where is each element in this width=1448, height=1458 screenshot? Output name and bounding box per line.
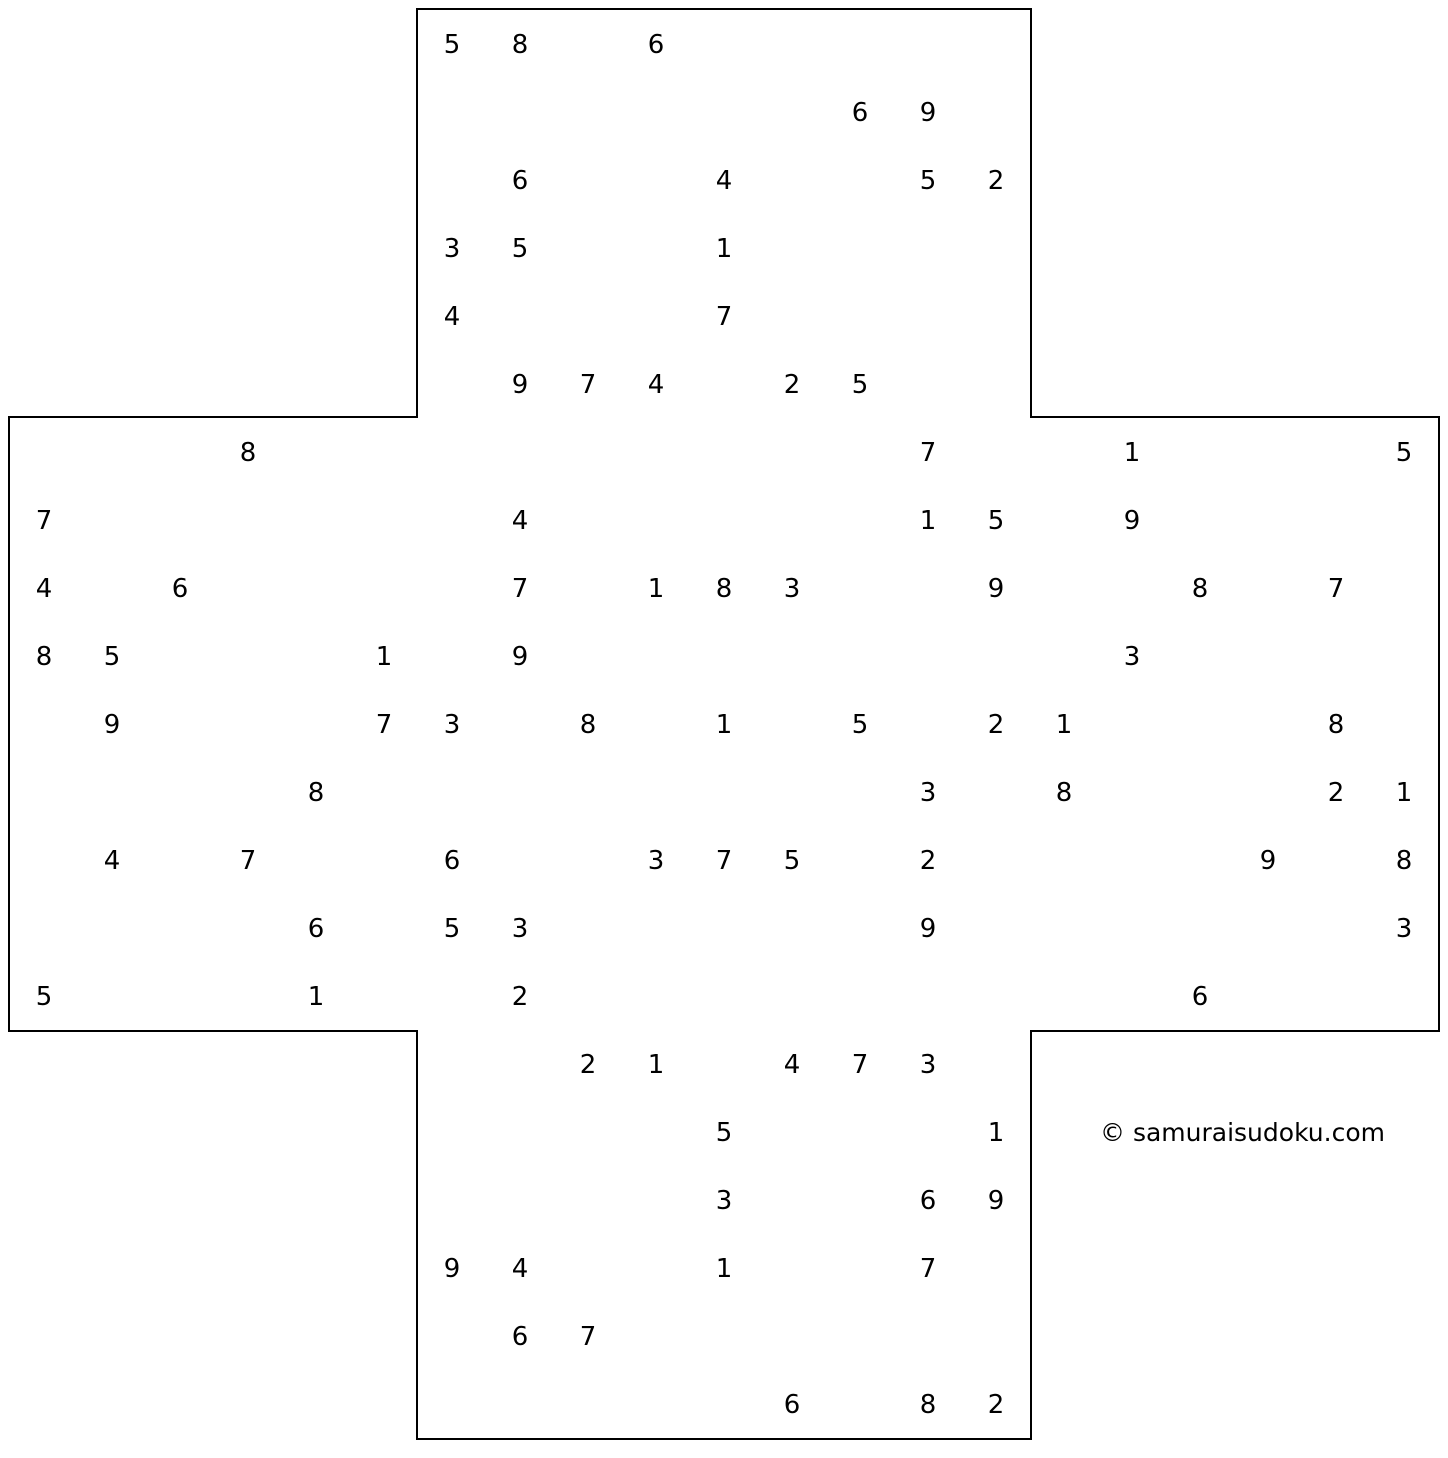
sudoku-cell[interactable] [894, 1302, 962, 1370]
sudoku-cell[interactable] [1098, 962, 1166, 1030]
given-digit: 5 [1395, 438, 1413, 468]
sudoku-cell[interactable] [962, 418, 1030, 486]
sudoku-cell[interactable] [418, 554, 486, 622]
given-digit: 7 [715, 302, 733, 332]
sudoku-cell[interactable] [1030, 554, 1098, 622]
sudoku-cell[interactable] [962, 962, 1030, 1030]
sudoku-cell[interactable] [554, 826, 622, 894]
sudoku-cell[interactable] [146, 622, 214, 690]
sudoku-cell[interactable] [758, 1098, 826, 1166]
given-digit: 4 [103, 846, 121, 876]
given-digit: 1 [715, 710, 733, 740]
sudoku-cell[interactable] [78, 554, 146, 622]
sudoku-cell[interactable] [146, 894, 214, 962]
sudoku-cell[interactable] [554, 78, 622, 146]
given-digit: 5 [35, 982, 53, 1012]
sudoku-cell[interactable] [282, 554, 350, 622]
sudoku-cell[interactable] [146, 418, 214, 486]
given-digit: 8 [239, 438, 257, 468]
sudoku-cell[interactable] [894, 282, 962, 350]
given-digit: 7 [851, 1050, 869, 1080]
given-digit: 1 [647, 574, 665, 604]
sudoku-cell[interactable] [690, 894, 758, 962]
sudoku-cell[interactable] [282, 826, 350, 894]
sudoku-cell[interactable] [758, 1302, 826, 1370]
sudoku-cell[interactable] [1098, 894, 1166, 962]
given-digit: 2 [987, 166, 1005, 196]
sudoku-cell[interactable] [418, 1370, 486, 1438]
sudoku-cell[interactable] [1166, 826, 1234, 894]
sudoku-cell[interactable] [962, 214, 1030, 282]
sudoku-cell[interactable] [1302, 486, 1370, 554]
given-digit: 8 [1191, 574, 1209, 604]
sudoku-cell[interactable] [486, 1166, 554, 1234]
sudoku-cell[interactable] [826, 1234, 894, 1302]
sudoku-cell[interactable] [622, 962, 690, 1030]
sudoku-cell[interactable] [962, 10, 1030, 78]
sudoku-cell[interactable] [894, 1098, 962, 1166]
given-digit: 8 [1327, 710, 1345, 740]
sudoku-cell[interactable] [1302, 418, 1370, 486]
given-digit: 8 [715, 574, 733, 604]
sudoku-cell[interactable] [350, 554, 418, 622]
sudoku-cell[interactable] [282, 486, 350, 554]
sudoku-cell[interactable] [826, 758, 894, 826]
sudoku-cell[interactable] [758, 1166, 826, 1234]
given-digit: 6 [511, 1322, 529, 1352]
sudoku-cell[interactable] [690, 418, 758, 486]
sudoku-cell[interactable] [554, 10, 622, 78]
sudoku-cell[interactable] [554, 1370, 622, 1438]
sudoku-cell[interactable] [826, 622, 894, 690]
sudoku-cell[interactable] [554, 1098, 622, 1166]
given-digit: 2 [987, 1390, 1005, 1420]
sudoku-cell[interactable] [1166, 622, 1234, 690]
sudoku-cell[interactable] [418, 1166, 486, 1234]
sudoku-cell[interactable] [622, 146, 690, 214]
sudoku-cell[interactable] [758, 10, 826, 78]
given-digit: 9 [1259, 846, 1277, 876]
sudoku-cell[interactable] [418, 78, 486, 146]
sudoku-cell[interactable] [78, 894, 146, 962]
given-digit: 5 [851, 710, 869, 740]
sudoku-cell[interactable] [418, 622, 486, 690]
sudoku-cell[interactable] [554, 554, 622, 622]
sudoku-cell[interactable] [962, 1030, 1030, 1098]
given-digit: 1 [647, 1050, 665, 1080]
sudoku-cell[interactable] [690, 10, 758, 78]
given-digit: 7 [239, 846, 257, 876]
sudoku-cell[interactable] [1302, 962, 1370, 1030]
sudoku-cell[interactable] [554, 418, 622, 486]
sudoku-cell[interactable] [418, 758, 486, 826]
given-digit: 3 [443, 234, 461, 264]
sudoku-cell[interactable] [350, 962, 418, 1030]
sudoku-cell[interactable] [554, 1234, 622, 1302]
sudoku-cell[interactable] [758, 146, 826, 214]
sudoku-cell[interactable] [758, 622, 826, 690]
sudoku-cell[interactable] [10, 690, 78, 758]
sudoku-cell[interactable] [146, 962, 214, 1030]
given-digit: 1 [715, 1254, 733, 1284]
given-digit: 5 [851, 370, 869, 400]
sudoku-cell[interactable] [554, 486, 622, 554]
sudoku-cell[interactable] [350, 486, 418, 554]
sudoku-cell[interactable] [622, 418, 690, 486]
sudoku-cell[interactable] [10, 418, 78, 486]
sudoku-cell[interactable] [214, 486, 282, 554]
given-digit: 2 [987, 710, 1005, 740]
sudoku-cell[interactable] [1030, 622, 1098, 690]
given-digit: 1 [987, 1118, 1005, 1148]
given-digit: 4 [511, 1254, 529, 1284]
sudoku-cell[interactable] [418, 962, 486, 1030]
sudoku-cell[interactable] [282, 690, 350, 758]
given-digit: 3 [647, 846, 665, 876]
given-digit: 5 [511, 234, 529, 264]
sudoku-cell[interactable] [690, 486, 758, 554]
given-digit: 6 [919, 1186, 937, 1216]
sudoku-cell[interactable] [146, 486, 214, 554]
given-digit: 3 [919, 1050, 937, 1080]
sudoku-cell[interactable] [1234, 418, 1302, 486]
given-digit: 3 [1123, 642, 1141, 672]
given-digit: 4 [511, 506, 529, 536]
given-digit: 8 [511, 30, 529, 60]
sudoku-cell[interactable] [1302, 826, 1370, 894]
given-digit: 7 [579, 370, 597, 400]
given-digit: 9 [103, 710, 121, 740]
sudoku-cell[interactable] [758, 214, 826, 282]
sudoku-cell[interactable] [282, 622, 350, 690]
sudoku-cell[interactable] [418, 1302, 486, 1370]
sudoku-cell[interactable] [758, 78, 826, 146]
given-digit: 8 [1395, 846, 1413, 876]
sudoku-cell[interactable] [1370, 486, 1438, 554]
sudoku-cell[interactable] [214, 894, 282, 962]
sudoku-cell[interactable] [486, 282, 554, 350]
given-digit: 1 [1055, 710, 1073, 740]
sudoku-cell[interactable] [554, 622, 622, 690]
sudoku-cell[interactable] [622, 622, 690, 690]
sudoku-cell[interactable] [1030, 894, 1098, 962]
sudoku-cell[interactable] [486, 418, 554, 486]
sudoku-cell[interactable] [962, 78, 1030, 146]
sudoku-cell[interactable] [826, 1370, 894, 1438]
given-digit: 8 [35, 642, 53, 672]
given-digit: 9 [511, 642, 529, 672]
given-digit: 5 [919, 166, 937, 196]
sudoku-cell[interactable] [1166, 418, 1234, 486]
sudoku-cell[interactable] [894, 622, 962, 690]
sudoku-cell[interactable] [826, 214, 894, 282]
sudoku-cell[interactable] [690, 1030, 758, 1098]
sudoku-cell[interactable] [962, 894, 1030, 962]
sudoku-cell[interactable] [1166, 486, 1234, 554]
given-digit: 4 [647, 370, 665, 400]
sudoku-cell[interactable] [962, 622, 1030, 690]
sudoku-cell[interactable] [622, 1166, 690, 1234]
sudoku-cell[interactable] [826, 826, 894, 894]
sudoku-cell[interactable] [826, 1166, 894, 1234]
given-digit: 5 [783, 846, 801, 876]
given-digit: 3 [919, 778, 937, 808]
sudoku-cell[interactable] [10, 758, 78, 826]
sudoku-cell[interactable] [486, 690, 554, 758]
sudoku-cell[interactable] [418, 1030, 486, 1098]
sudoku-cell[interactable] [690, 1302, 758, 1370]
sudoku-cell[interactable] [350, 826, 418, 894]
sudoku-cell[interactable] [690, 962, 758, 1030]
sudoku-cell[interactable] [690, 78, 758, 146]
sudoku-cell[interactable] [554, 962, 622, 1030]
sudoku-cell[interactable] [690, 758, 758, 826]
sudoku-cell[interactable] [214, 690, 282, 758]
sudoku-cell[interactable] [554, 214, 622, 282]
given-digit: 9 [919, 98, 937, 128]
sudoku-cell[interactable] [554, 146, 622, 214]
sudoku-cell[interactable] [1098, 554, 1166, 622]
sudoku-cell[interactable] [894, 214, 962, 282]
sudoku-cell[interactable] [418, 350, 486, 418]
sudoku-cell[interactable] [1234, 690, 1302, 758]
sudoku-cell[interactable] [826, 486, 894, 554]
sudoku-cell[interactable] [214, 758, 282, 826]
sudoku-cell[interactable] [486, 758, 554, 826]
sudoku-cell[interactable] [1234, 962, 1302, 1030]
sudoku-cell[interactable] [622, 1234, 690, 1302]
given-digit: 9 [919, 914, 937, 944]
given-digit: 6 [851, 98, 869, 128]
sudoku-cell[interactable] [622, 894, 690, 962]
given-digit: 7 [375, 710, 393, 740]
sudoku-cell[interactable] [758, 486, 826, 554]
sudoku-cell[interactable] [78, 962, 146, 1030]
given-digit: 9 [1123, 506, 1141, 536]
given-digit: 2 [783, 370, 801, 400]
sudoku-cell[interactable] [486, 1098, 554, 1166]
sudoku-cell[interactable] [1302, 894, 1370, 962]
sudoku-cell[interactable] [894, 962, 962, 1030]
sudoku-cell[interactable] [418, 418, 486, 486]
sudoku-cell[interactable] [1030, 962, 1098, 1030]
sudoku-cell[interactable] [554, 894, 622, 962]
given-digit: 9 [987, 574, 1005, 604]
sudoku-cell[interactable] [78, 758, 146, 826]
given-digit: 2 [511, 982, 529, 1012]
sudoku-cell[interactable] [962, 758, 1030, 826]
given-digit: 3 [443, 710, 461, 740]
sudoku-cell[interactable] [78, 418, 146, 486]
given-digit: 4 [443, 302, 461, 332]
sudoku-cell[interactable] [418, 1098, 486, 1166]
sudoku-cell[interactable] [622, 282, 690, 350]
given-digit: 9 [511, 370, 529, 400]
sudoku-cell[interactable] [758, 894, 826, 962]
given-digit: 7 [715, 846, 733, 876]
sudoku-cell[interactable] [758, 282, 826, 350]
given-digit: 1 [1123, 438, 1141, 468]
given-digit: 6 [783, 1390, 801, 1420]
sudoku-cell[interactable] [1370, 690, 1438, 758]
sudoku-cell[interactable] [1098, 690, 1166, 758]
sudoku-cell[interactable] [1098, 826, 1166, 894]
sudoku-cell[interactable] [758, 1234, 826, 1302]
sudoku-cell[interactable] [758, 758, 826, 826]
given-digit: 2 [1327, 778, 1345, 808]
sudoku-cell[interactable] [486, 1370, 554, 1438]
given-digit: 4 [35, 574, 53, 604]
sudoku-cell[interactable] [554, 282, 622, 350]
sudoku-cell[interactable] [418, 486, 486, 554]
sudoku-cell[interactable] [1098, 758, 1166, 826]
sudoku-cell[interactable] [894, 350, 962, 418]
sudoku-cell[interactable] [146, 690, 214, 758]
sudoku-cell[interactable] [894, 10, 962, 78]
given-digit: 3 [783, 574, 801, 604]
sudoku-cell[interactable] [1234, 894, 1302, 962]
given-digit: 4 [715, 166, 733, 196]
given-digit: 5 [443, 30, 461, 60]
given-digit: 1 [919, 506, 937, 536]
sudoku-cell[interactable] [1030, 826, 1098, 894]
sudoku-cell[interactable] [1030, 486, 1098, 554]
sudoku-cell[interactable] [554, 758, 622, 826]
sudoku-cell[interactable] [78, 486, 146, 554]
sudoku-cell[interactable] [962, 1234, 1030, 1302]
sudoku-cell[interactable] [622, 690, 690, 758]
given-digit: 7 [511, 574, 529, 604]
sudoku-cell[interactable] [826, 1302, 894, 1370]
copyright-text: © samuraisudoku.com [1100, 1118, 1385, 1147]
sudoku-cell[interactable] [1234, 554, 1302, 622]
sudoku-cell[interactable] [1370, 962, 1438, 1030]
sudoku-cell[interactable] [10, 826, 78, 894]
given-digit: 6 [511, 166, 529, 196]
sudoku-cell[interactable] [350, 758, 418, 826]
sudoku-cell[interactable] [214, 962, 282, 1030]
sudoku-cell[interactable] [282, 418, 350, 486]
sudoku-cell[interactable] [622, 1302, 690, 1370]
sudoku-cell[interactable] [826, 554, 894, 622]
sudoku-cell[interactable] [826, 10, 894, 78]
sudoku-cell[interactable] [826, 962, 894, 1030]
given-digit: 9 [443, 1254, 461, 1284]
sudoku-cell[interactable] [826, 894, 894, 962]
given-digit: 7 [35, 506, 53, 536]
sudoku-cell[interactable] [486, 826, 554, 894]
sudoku-cell[interactable] [10, 894, 78, 962]
given-digit: 3 [715, 1186, 733, 1216]
sudoku-cell[interactable] [826, 1098, 894, 1166]
given-digit: 6 [307, 914, 325, 944]
sudoku-cell[interactable] [758, 962, 826, 1030]
sudoku-cell[interactable] [622, 1098, 690, 1166]
sudoku-cell[interactable] [1030, 418, 1098, 486]
sudoku-cell[interactable] [622, 214, 690, 282]
sudoku-cell[interactable] [350, 894, 418, 962]
given-digit: 1 [307, 982, 325, 1012]
given-digit: 7 [579, 1322, 597, 1352]
given-digit: 6 [1191, 982, 1209, 1012]
sudoku-cell[interactable] [622, 1370, 690, 1438]
given-digit: 8 [919, 1390, 937, 1420]
sudoku-cell[interactable] [146, 758, 214, 826]
sudoku-cell[interactable] [758, 418, 826, 486]
given-digit: 2 [579, 1050, 597, 1080]
sudoku-cell[interactable] [1234, 486, 1302, 554]
sudoku-cell[interactable] [622, 78, 690, 146]
sudoku-cell[interactable] [1166, 894, 1234, 962]
given-digit: 9 [987, 1186, 1005, 1216]
sudoku-cell[interactable] [350, 418, 418, 486]
sudoku-cell[interactable] [1370, 622, 1438, 690]
sudoku-cell[interactable] [690, 350, 758, 418]
given-digit: 8 [307, 778, 325, 808]
sudoku-cell[interactable] [622, 486, 690, 554]
given-digit: 7 [919, 438, 937, 468]
sudoku-cell[interactable] [690, 1370, 758, 1438]
sudoku-cell[interactable] [1302, 622, 1370, 690]
given-digit: 1 [1395, 778, 1413, 808]
given-digit: 8 [579, 710, 597, 740]
sudoku-cell[interactable] [554, 1166, 622, 1234]
sudoku-cell[interactable] [418, 146, 486, 214]
sudoku-cell[interactable] [826, 146, 894, 214]
sudoku-cell[interactable] [486, 1030, 554, 1098]
given-digit: 3 [1395, 914, 1413, 944]
sudoku-cell[interactable] [622, 758, 690, 826]
given-digit: 6 [171, 574, 189, 604]
given-digit: 5 [103, 642, 121, 672]
sudoku-cell[interactable] [1166, 690, 1234, 758]
given-digit: 1 [715, 234, 733, 264]
sudoku-cell[interactable] [962, 826, 1030, 894]
sudoku-cell[interactable] [1234, 622, 1302, 690]
sudoku-cell[interactable] [962, 350, 1030, 418]
sudoku-cell[interactable] [1370, 554, 1438, 622]
sudoku-cell[interactable] [214, 554, 282, 622]
given-digit: 5 [443, 914, 461, 944]
given-digit: 7 [919, 1254, 937, 1284]
given-digit: 7 [1327, 574, 1345, 604]
sudoku-cell[interactable] [962, 282, 1030, 350]
sudoku-cell[interactable] [758, 690, 826, 758]
given-digit: 8 [1055, 778, 1073, 808]
sudoku-cell[interactable] [894, 690, 962, 758]
given-digit: 5 [715, 1118, 733, 1148]
sudoku-cell[interactable] [486, 78, 554, 146]
sudoku-cell[interactable] [1234, 758, 1302, 826]
sudoku-cell[interactable] [146, 826, 214, 894]
sudoku-cell[interactable] [826, 282, 894, 350]
sudoku-cell[interactable] [962, 1302, 1030, 1370]
given-digit: 6 [647, 30, 665, 60]
sudoku-cell[interactable] [1166, 758, 1234, 826]
sudoku-cell[interactable] [894, 554, 962, 622]
given-digit: 2 [919, 846, 937, 876]
given-digit: 4 [783, 1050, 801, 1080]
given-digit: 6 [443, 846, 461, 876]
given-digit: 1 [375, 642, 393, 672]
given-digit: 3 [511, 914, 529, 944]
given-digit: 5 [987, 506, 1005, 536]
sudoku-cell[interactable] [826, 418, 894, 486]
sudoku-cell[interactable] [214, 622, 282, 690]
sudoku-cell[interactable] [690, 622, 758, 690]
